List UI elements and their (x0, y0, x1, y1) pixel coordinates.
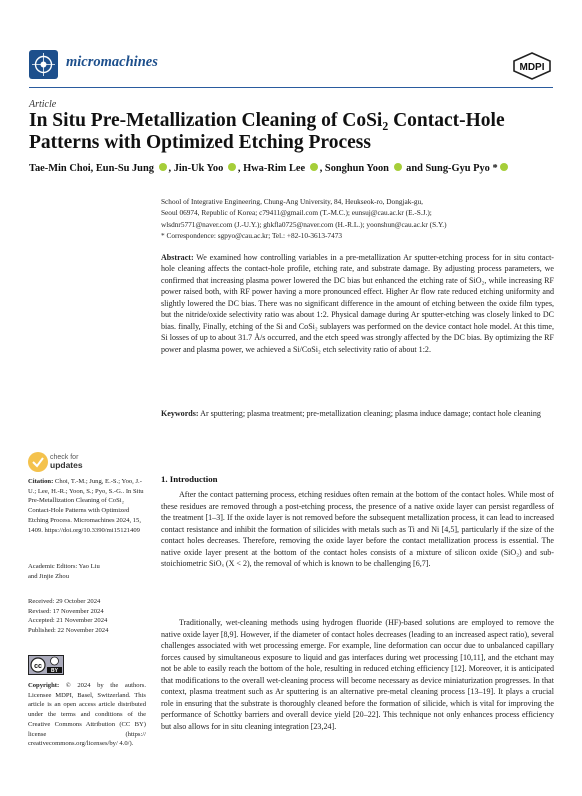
affiliation-line: Seoul 06974, Republic of Korea; c79411@gmail.com (T.-M.C.); eunsuj@cau.ac.kr (E.-S.J.); (161, 208, 432, 218)
citation-label: Citation: (28, 478, 54, 485)
keywords (161, 408, 554, 420)
check-for-updates-line: check for (50, 454, 79, 461)
keywords-text: Ar sputtering; plasma treatment; pre-metallization cleaning; plasma induce damage; contact hole cleaning (198, 409, 541, 418)
svg-text:cc: cc (34, 663, 42, 670)
paragraph-text: Traditionally, wet-cleaning methods using hydrogen fluoride (HF)-based solutions are employed to remove the native oxide layer [8,9]. However, if the diameter of contact holes decreases (leading to an increased aspect ratio), several challenges associated with wet processing emerge. For example, line deformation can occur due to unbalanced capillary forces caused by simultaneous exposure to liquid and gas interfaces during wet processing [10,11], and the etchant may not be able to easily reach the bottom of the hole, resulting in reduced etching efficiency [12]. Moreover, it is anticipated that modifications to the overall wet-cleaning process will become necessary as device miniaturization progresses. In that context, plasma treatment such as Ar sputtering is an alternative pre-metal cleaning process [13–19]. It plays a crucial role in ensuring that the substrate is thoroughly cleaned before the formation of silicide, which is vital for improving the performance of Schottky barriers and overall device yield [20–22]. This technique not only enhances process efficiency but also allows for in situ cleaning integration [23,24]. (161, 618, 554, 731)
citation (28, 477, 146, 535)
abstract (161, 252, 554, 355)
affiliation-line: wlsdnr5771@naver.com (J.-U.Y.); ghkfla0725@naver.com (H.-R.L.); yoonshun@cau.ac.kr (S.Y.) (161, 219, 447, 229)
affiliation-line: School of Integrative Engineering, Chung-Ang University, 84, Heukseok-ro, Dongjak-gu, (161, 197, 423, 206)
orcid-icon[interactable] (394, 163, 402, 171)
intro-paragraph (161, 617, 554, 732)
paper-title: In Situ Pre-Metallization Cleaning of CoSi₂ Contact-Hole Patterns with Optimized Etching Process (29, 110, 505, 153)
section-heading: 1. Introduction (161, 474, 218, 484)
editors-line: Academic Editors: Yao Liu (28, 563, 100, 570)
intro-paragraph (161, 489, 554, 570)
editors-line: and Jinjie Zhou (28, 572, 70, 580)
article-type: Article (29, 99, 57, 110)
author-name: Eun-Su Jung (95, 163, 157, 174)
cc-by-license-icon[interactable] (28, 655, 64, 675)
received-date: Received: 29 October 2024 (28, 598, 101, 605)
correspondence: * Correspondence: sgpyo@cau.ac.kr; Tel.: +82-10-3613-7473 (161, 231, 343, 241)
check-for-updates-line: updates (50, 459, 83, 470)
author-name: , Jin-Uk Yoo (168, 163, 226, 174)
header-divider (29, 87, 553, 88)
author-list (29, 163, 559, 174)
check-for-updates-icon[interactable] (28, 452, 48, 472)
copyright-label: Copyright: (28, 682, 60, 689)
abstract-text: We examined how controlling variables in a pre-metallization Ar sputter-etching process for in situ contact-hole cleaning affects the contact-hole profile, etching rate, and substrate damage. By adjusting process parameters, we confirmed that increasing plasma power lowered the DC bias but enhanced the etching rate of SiO₂, while increasing RF power raised both, with RF power having a more pronounced effect. Higher Ar flow rate reduced etching uniformity and slightly lowered the DC bias. There was no significant difference in the amount of etching between the oxide film types, but the nitride/oxide selectivity ratio was about 1:2. Physical damage during Ar sputter-etching was closely linked to DC bias. finally, Finally, etching of the Si and CoSi₂ sublayers was performed on the device contact hole model. At this time, Si losses of up to about 31.7 Å/s occurred, and the etch speed was strongly affected by the DC bias. By optimizing the RF power and plasma power, we achieved a Si/CoSi₂ etch selectivity ratio of about 1:2. (161, 253, 554, 354)
author-name: and Sung-Gyu Pyo * (403, 163, 498, 174)
published-date: Published: 22 November 2024 (28, 627, 109, 635)
keywords-label: Keywords: (161, 409, 199, 418)
author-name: , Songhun Yoon (319, 163, 392, 174)
abstract-label: Abstract: (161, 253, 194, 262)
citation-text: Choi, T.-M.; Jung, E.-S.; Yoo, J.-U.; Lee, H.-R.; Yoon, S.; Pyo, S.-G.. In Situ Pre-Metallization Cleaning of CoSi₂ Contact-Hole Patterns with Optimized Etching Process. Micromachines 2024, 15, 1409. https://doi.org/10.3390/mi15121409 (28, 478, 144, 534)
journal-logo-icon (29, 50, 58, 79)
cc-by-label: BY (51, 668, 58, 674)
publication-dates (28, 597, 146, 636)
orcid-icon[interactable] (159, 163, 167, 171)
author-name: , Hwa-Rim Lee (237, 163, 308, 174)
copyright-notice (28, 681, 146, 749)
orcid-icon[interactable] (500, 163, 508, 171)
revised-date: Revised: 17 November 2024 (28, 607, 104, 615)
accepted-date: Accepted: 21 November 2024 (28, 617, 108, 625)
paragraph-text: After the contact patterning process, etching residues often remain at the bottom of the contact holes. While most of these residues are removed through a post-etching process, the presence of a native oxide layer can persist regardless of the treatment [1–3]. If the oxide layer is not removed before the subsequent metallization process, it can lead to increased contact resistance and inhibit the formation of silicides with metals such as Ti and Ni [4,5], particularly if the size of the contact holes decreases. Therefore, removing the oxide layer before the contact metallization process is essential. The native oxide layer present at the bottom of the contact holes consists of a mixture of silicon oxide (SiO₂) and sub-stoichiometric SiOₓ (X < 2), the removal of which is known to be challenging [6,7]. (161, 490, 554, 569)
journal-name[interactable]: micromachines (66, 54, 158, 70)
mdpi-logo-icon[interactable] (512, 52, 552, 80)
affiliation (161, 196, 556, 242)
mdpi-logo-text: MDPI (519, 62, 545, 73)
copyright-text: © 2024 by the authors. Licensee MDPI, Basel, Switzerland. This article is an open access article distributed under the terms and conditions of the Creative Commons Attribution (CC BY) license (https:// creativecommons.org/licenses/by/ 4.0/). (28, 682, 146, 748)
author-name: Tae-Min Choi, (29, 163, 96, 174)
academic-editors (28, 562, 146, 581)
check-for-updates-button[interactable] (50, 454, 83, 469)
orcid-icon[interactable] (310, 163, 318, 171)
orcid-icon[interactable] (228, 163, 236, 171)
